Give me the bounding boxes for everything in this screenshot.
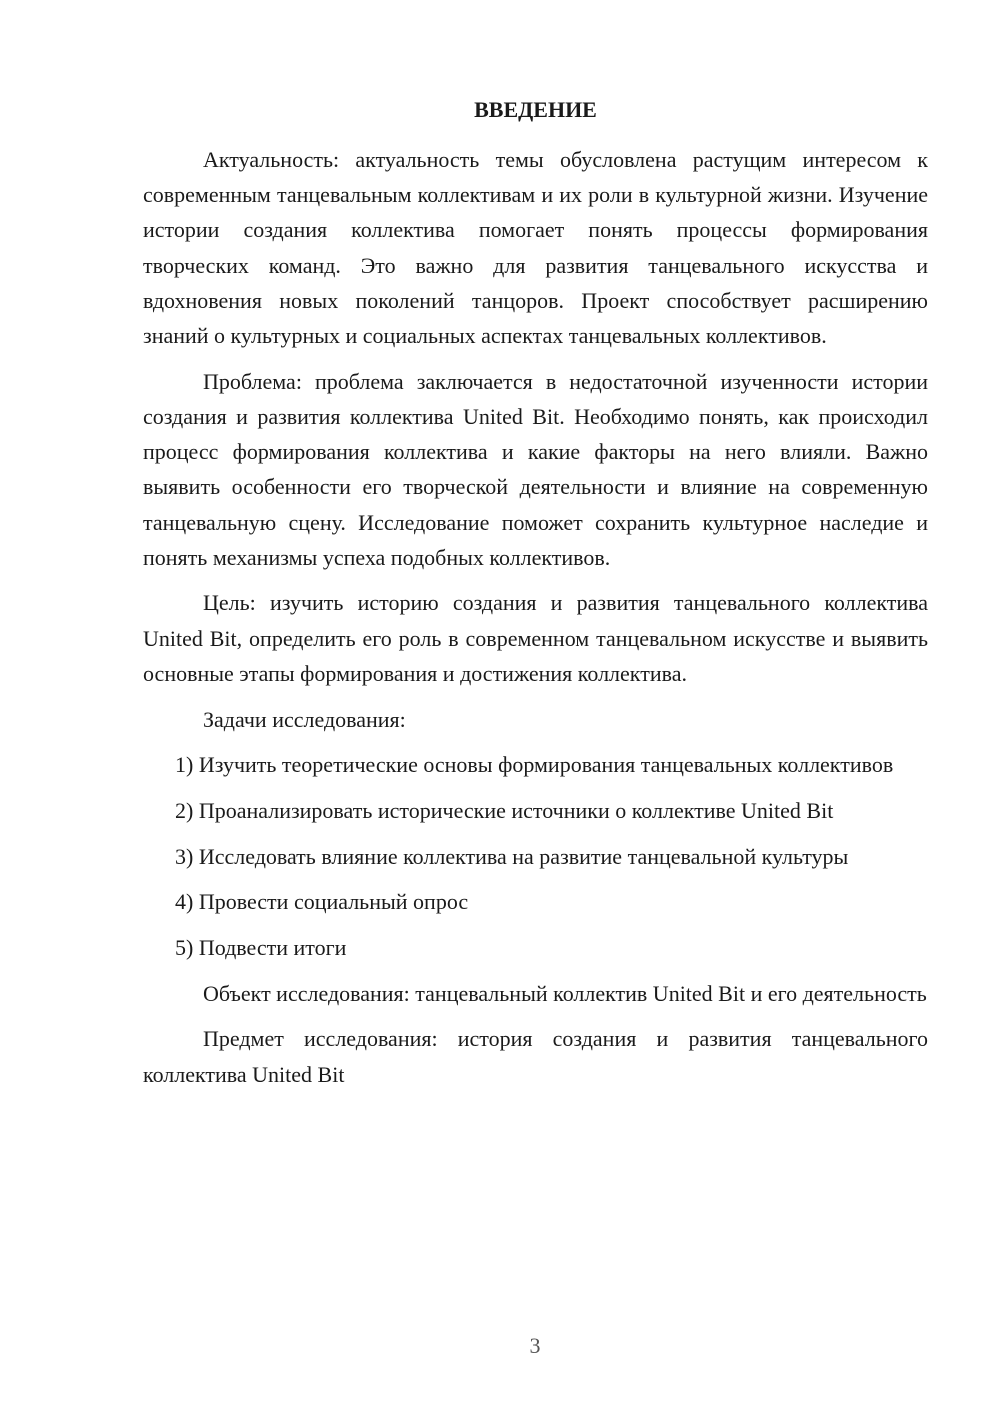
subject-paragraph: Предмет исследования: история создания и развития танцевального коллектива United Bit (143, 1026, 928, 1087)
task-item-4: 4) Провести социальный опрос (175, 889, 469, 915)
task-item-2: 2) Проанализировать исторические источники о коллективе United Bit (175, 797, 834, 823)
problem-paragraph: Проблема: проблема заключается в недостаточной изученности истории создания и развития коллектива United Bit. Необходимо понять, как происходил процесс формирования коллектива и какие факторы на него влияли. Важно выявить особенности его творческой деятельности и влияние на современную танцевальную сцену. Исследование поможет сохранить культурное наследие и понять механизмы успеха подобных коллективов. (143, 368, 928, 570)
section-title: ВВЕДЕНИЕ (474, 97, 597, 122)
page-number: 3 (529, 1333, 541, 1358)
relevance-paragraph: Актуальность: актуальность темы обусловлена растущим интересом к современным танцевальным коллективам и их роли в культурной жизни. Изучение истории создания коллектива помогает понять процессы формирования творческих команд. Это важно для развития танцевального искусства и вдохновения новых поколений танцоров. Проект способствует расширению знаний о культурных и социальных аспектах танцевальных коллективов. (143, 147, 928, 349)
task-item-3: 3) Исследовать влияние коллектива на развитие танцевальной культуры (175, 843, 849, 869)
task-item-1: 1) Изучить теоретические основы формирования танцевальных коллективов (175, 752, 894, 778)
task-item-5: 5) Подвести итоги (175, 935, 347, 961)
tasks-heading: Задачи исследования: (203, 706, 406, 732)
document-page (143, 92, 928, 1102)
object-paragraph: Объект исследования: танцевальный коллектив United Bit и его деятельность (203, 980, 927, 1006)
goal-paragraph: Цель: изучить историю создания и развития танцевального коллектива United Bit, определить его роль в современном танцевальном искусстве и выявить основные этапы формирования и достижения коллектива. (143, 590, 928, 686)
